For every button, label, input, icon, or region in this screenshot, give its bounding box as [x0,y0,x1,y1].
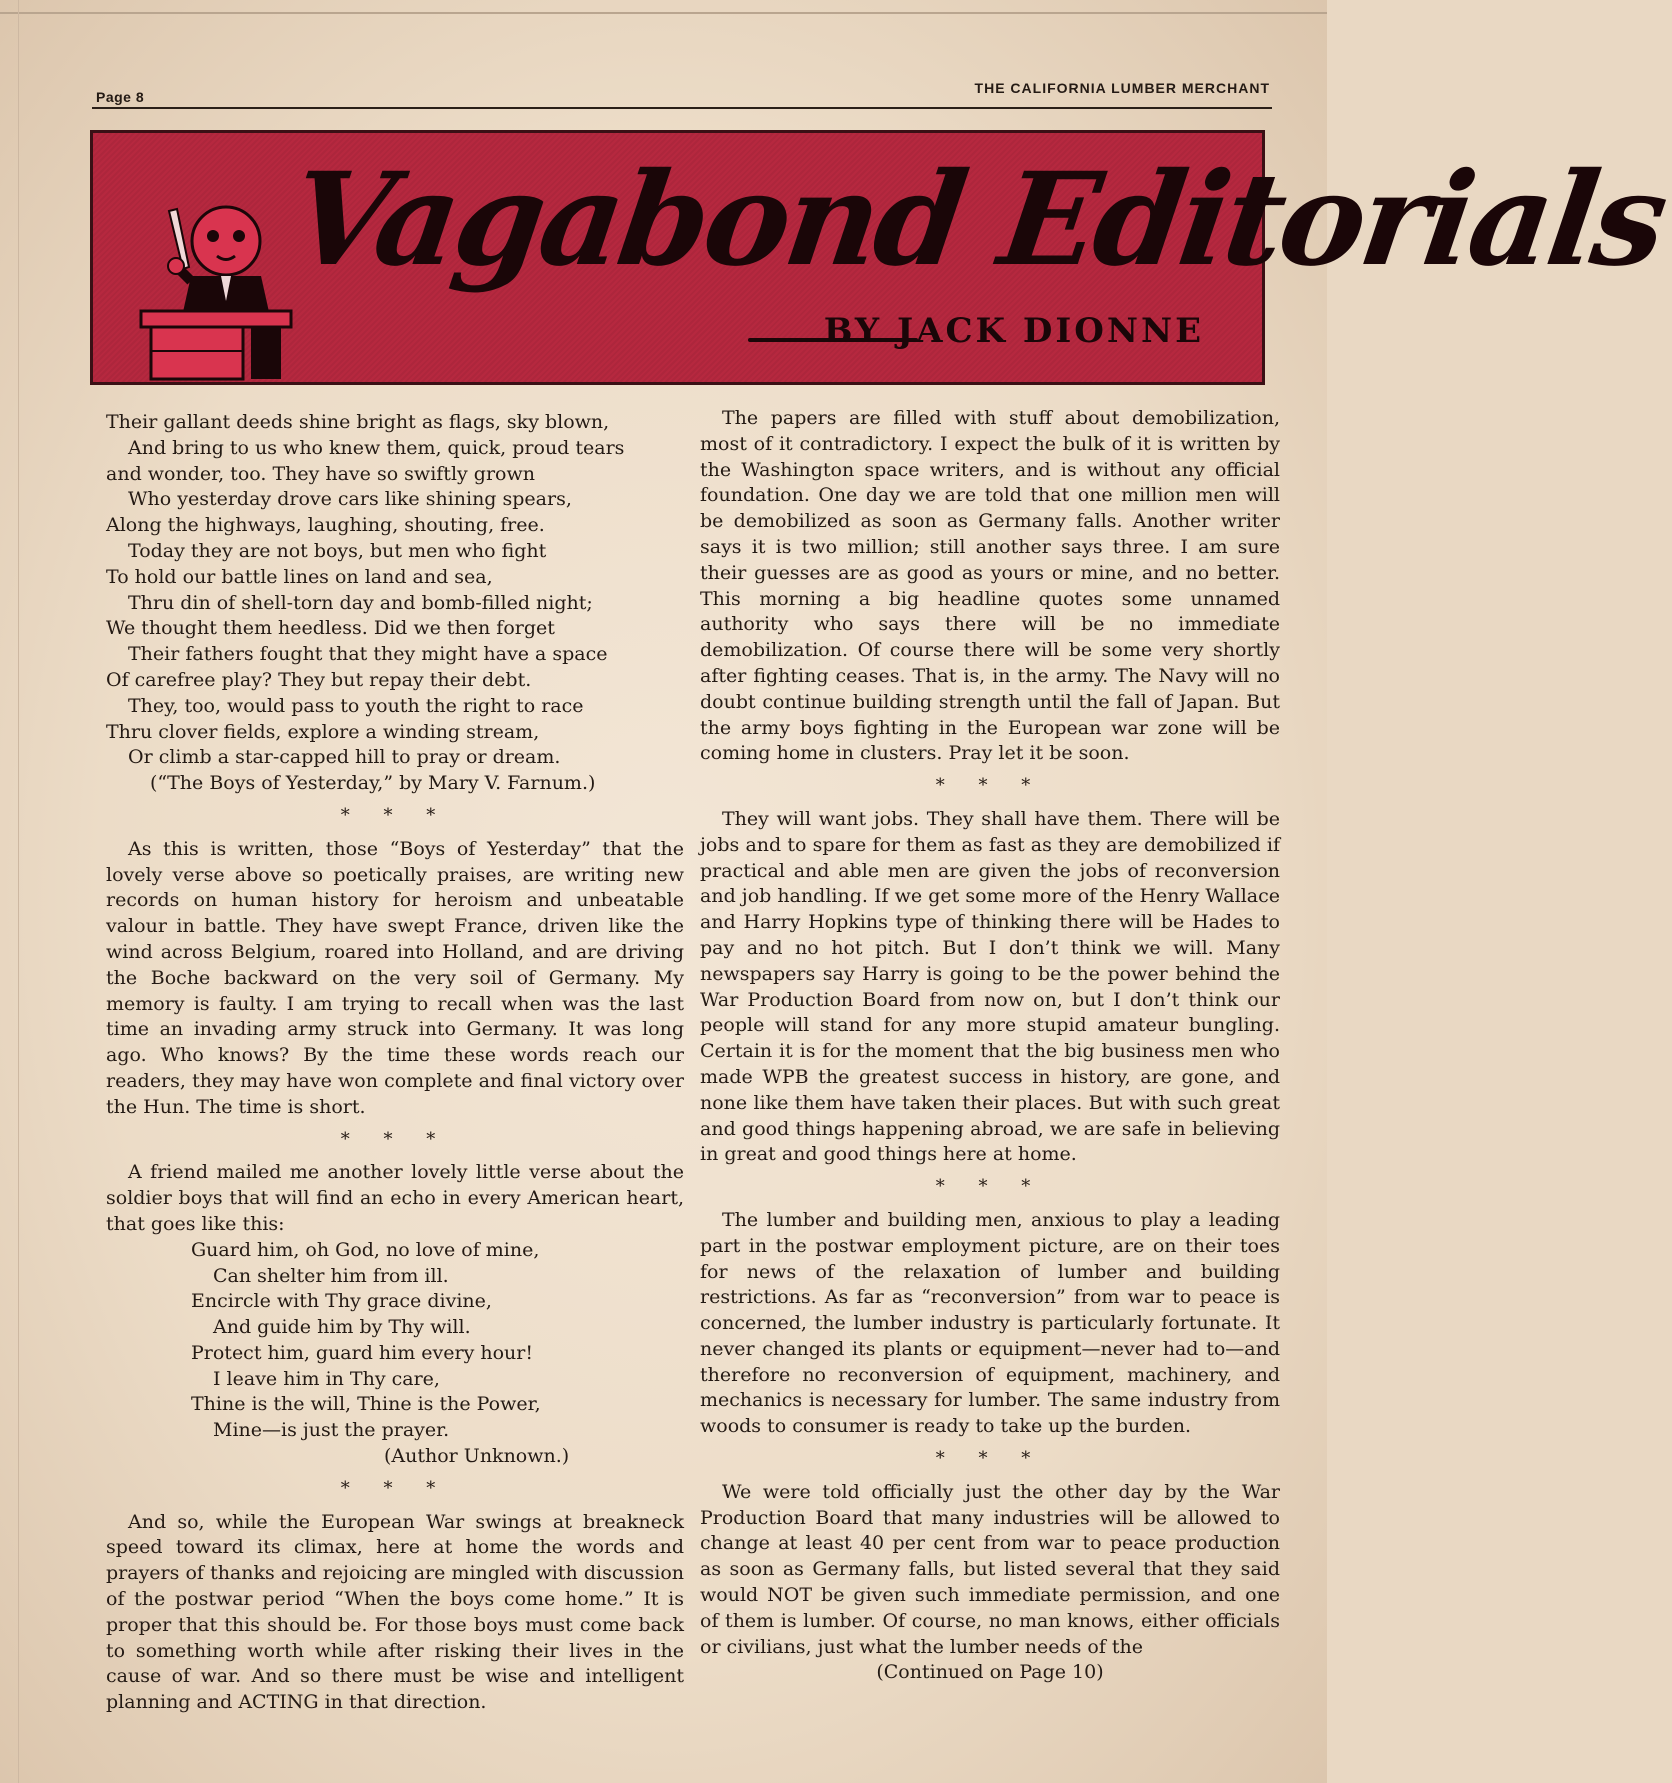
poem-line: Thine is the will, Thine is the Power, [191,1393,541,1416]
poem-line: Thru din of shell-torn day and bomb-filled night; [128,591,593,614]
page-number: Page 8 [96,89,145,105]
banner-title: Vagabond Editorials [282,145,1672,295]
section-separator: * * * [340,1477,450,1499]
publication-name: THE CALIFORNIA LUMBER MERCHANT [974,80,1270,96]
poem-line: I leave him in Thy care, [213,1367,440,1390]
paragraph: We were told officially just the other day by the War Production Board that many industries will be allowed to change at least 40 per cent from war to peace production as soon as Germany falls, but listed several that they said would NOT be given such immediate permission, and one of them is lumber. Of course, no man knows, either officials or civilians, just what the lumber needs of the [700,1480,1280,1658]
section-separator: * * * [935,775,1045,797]
poem-line: Today they are not boys, but men who fight [128,539,547,562]
poem-line: Guard him, oh God, no love of mine, [191,1238,540,1261]
paragraph: The lumber and building men, anxious to play a leading part in the postwar employment picture, are on their toes for news of the relaxation of lumber and building restrictions. As far as “reconversion” from war to peace is concerned, the lumber industry is particularly fortunate. It never changed its plants or equipment—never had to—and therefore no reconversion of equipment, machinery, and mechanics is necessary for lumber. The same industry from woods to consumer is ready to take up the burden. [700,1208,1280,1438]
poem-line: We thought them heedless. Did we then forget [106,617,555,640]
poem-line: Mine—is just the prayer. [213,1419,450,1442]
poem-line: Thru clover fields, explore a winding stream, [106,720,540,743]
poem-line: Or climb a star-capped hill to pray or dream. [128,746,561,769]
scan-margin-line [18,0,19,1783]
section-separator: * * * [340,804,450,826]
paragraph: As this is written, those “Boys of Yesterday” that the lovely verse above so poetically praises, are writing new records on human history for heroism and unbeatable valour in battle. They have swept France, driven like the wind across Belgium, roared into Holland, and are driving the Boche backward on the very soil of Germany. My memory is faulty. I am trying to recall when was the last time an invading army struck into Germany. It was long ago. Who knows? By the time these words reach our readers, they may have won complete and final victory over the Hun. The time is short. [106,837,684,1118]
paragraph: The papers are filled with stuff about demobilization, most of it contradictory. I expect the bulk of it is written by the Washington space writers, and is without any official foundation. One day we are told that one million men will be demobilized as soon as Germany falls. Another writer says it is two million; still another says three. I am sure their guesses are as good as yours or mine, and no better. This morning a big headline quotes some unnamed authority who says there will be no immediate demobilization. Of course there will be some very shortly after fighting ceases. That is, in the army. The Navy will no doubt continue building strength until the fall of Japan. But the army boys fighting in the European war zone will be coming home in clusters. Pray let it be soon. [700,407,1280,765]
section-separator: * * * [340,1128,450,1150]
poem-line: Their gallant deeds shine bright as flags, sky blown, [106,411,610,433]
poem-line: Their fathers fought that they might have a space [128,643,608,666]
section-separator: * * * [935,1176,1045,1198]
continued-note[interactable]: (Continued on Page 10) [876,1661,1104,1684]
poem-line: Who yesterday drove cars like shining spears, [128,488,572,511]
poem-line: To hold our battle lines on land and sea, [106,565,493,588]
verse-block [106,1238,684,1444]
poem-line: Of carefree play? They but repay their debt. [106,668,532,691]
paragraph: A friend mailed me another lovely little verse about the soldier boys that will find an echo in every American heart, that goes like this: [106,1161,684,1235]
poem-line: Can shelter him from ill. [213,1264,449,1287]
poem-line: They, too, would pass to youth the right to race [128,694,584,717]
editor-at-desk-illustration [121,181,311,381]
poem-line: and wonder, too. They have so swiftly grown [106,462,535,485]
poem-attribution: (“The Boys of Yesterday,” by Mary V. Farnum.) [150,772,596,795]
scan-edge-line [0,12,1327,14]
poem-line: And guide him by Thy will. [213,1316,471,1339]
header-rule [92,107,1272,109]
right-column [700,406,1280,1686]
author-byline: BY JACK DIONNE [823,311,1204,351]
section-separator: * * * [935,1448,1045,1470]
poem-line: Along the highways, laughing, shouting, free. [106,514,545,537]
poem-attribution: (Author Unknown.) [384,1445,570,1468]
poem-line: Encircle with Thy grace divine, [191,1290,492,1313]
paragraph: And so, while the European War swings at breakneck speed toward its climax, here at home the words and prayers of thanks and rejoicing are mingled with discussion of the postwar period “When the boys come home.” It is proper that this should be. For those boys must come back to something worth while after risking their lives in the cause of war. And so there must be wise and intelligent planning and ACTING in that direction. [106,1510,684,1714]
left-column [106,410,684,1716]
paragraph: They will want jobs. They shall have them. There will be jobs and to spare for them as fast as they are demobilized if practical and able men are given the jobs of reconversion and job handling. If we get some more of the Henry Wallace and Harry Hopkins type of thinking there will be Hades to pay and no hot pitch. But I don’t think we will. Many newspapers say Harry is going to be the power behind the War Production Board from now on, but I don’t think our people will stand for any more stupid amateur bungling. Certain it is for the moment that the big business men who made WPB the greatest success in history, are gone, and none like them have taken their places. But with such great and good things happening abroad, we are safe in believing in great and good things here at home. [700,807,1280,1166]
column-banner [90,130,1672,385]
poem-line: Protect him, guard him every hour! [191,1341,533,1364]
poem-line: And bring to us who knew them, quick, proud tears [128,436,625,459]
